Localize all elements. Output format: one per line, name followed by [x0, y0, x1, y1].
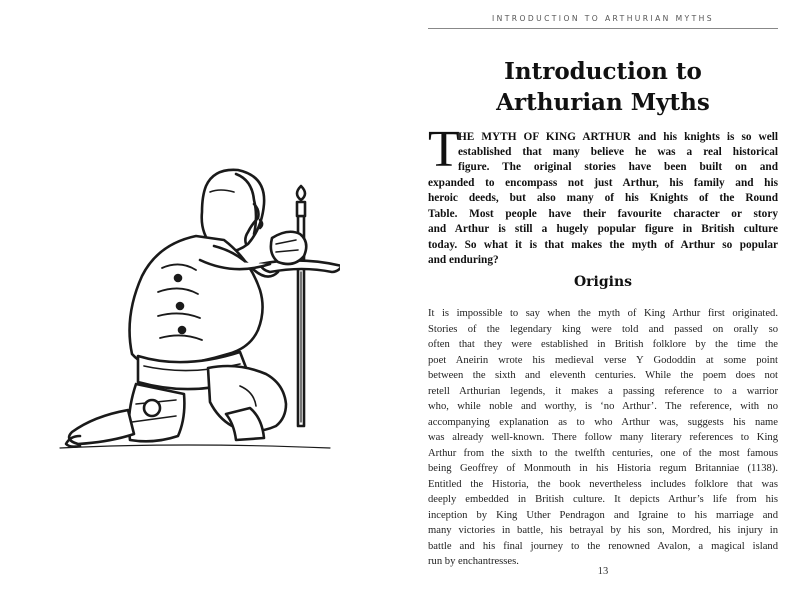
body-line: many victories in battle, his betrayal by his son, Mordred, his injury in — [428, 525, 778, 536]
intro-line: heroic deeds, but also many of his Knights of the Round — [428, 192, 778, 204]
chapter-title-line-1: Introduction to — [504, 58, 702, 85]
body-line: Stories of the legendary king were told and passed on orally so — [428, 323, 778, 335]
header-rule — [428, 28, 778, 29]
body-line: often that they were established in British folklore by the time the — [428, 339, 778, 350]
intro-line: HE MYTH OF KING ARTHUR and his knights is so well — [458, 131, 778, 143]
chapter-title-line-2: Arthurian Myths — [496, 89, 710, 116]
body-line: was already well-known. There follow many literary references to King — [428, 432, 778, 443]
body-line: battle and his final journey to the renowned Avalon, a magical island — [428, 540, 778, 552]
body-line: deeply embedded in British culture. It depicts Arthur’s life from his — [428, 494, 778, 505]
intro-line: Table. Most people have their favourite character or story — [428, 208, 778, 220]
intro-line: and enduring? — [428, 254, 499, 266]
chapter-title — [428, 56, 778, 118]
section-heading: Origins — [573, 274, 633, 290]
body-line: It is impossible to say when the myth of King Arthur first originated. — [428, 308, 778, 319]
intro-line: expanded to encompass not just Arthur, his family and his — [428, 177, 778, 189]
running-head: INTRODUCTION TO ARTHURIAN MYTHS — [492, 14, 714, 23]
body-line: Entitled the Historia, the book nevertheless includes folklore that was — [428, 478, 778, 490]
body-line: retell Arthurian legends, it makes a passing reference to a warrior — [428, 385, 778, 397]
body-line: Arthur from the sixth to the twelfth centuries, one of the most famous — [428, 447, 778, 459]
body-line: being Geoffrey of Monmouth in his Historia regum Britanniae (1138). — [428, 463, 778, 474]
intro-line: today. So what it is that makes the myth of Arthur so popular — [428, 239, 778, 251]
intro-line: established that many believe he was a real historical — [458, 146, 778, 158]
body-line: between the sixth and eleventh centuries. While the poem does not — [428, 370, 778, 381]
drop-cap: T — [428, 121, 460, 178]
left-page — [0, 0, 393, 600]
intro-line: figure. The original stories have been built on and — [458, 161, 778, 173]
kneeling-knight-illustration — [40, 160, 340, 450]
body-line: accompanying explanation as to who Arthur was, suggests his name — [428, 416, 778, 428]
body-line: who, while noble and worthy, is ‘no Arthur’. The reference, with no — [428, 401, 778, 412]
page-number: 13 — [597, 566, 609, 577]
body-line: inception by King Uther Pendragon and Igraine to his marriage and — [428, 509, 778, 521]
body-line: run by enchantresses. — [428, 556, 519, 567]
body-line: poet Aneirin wrote his medieval verse Y Gododdin at some point — [428, 354, 778, 366]
intro-line: and Arthur is still a hugely popular figure in British culture — [428, 223, 778, 235]
